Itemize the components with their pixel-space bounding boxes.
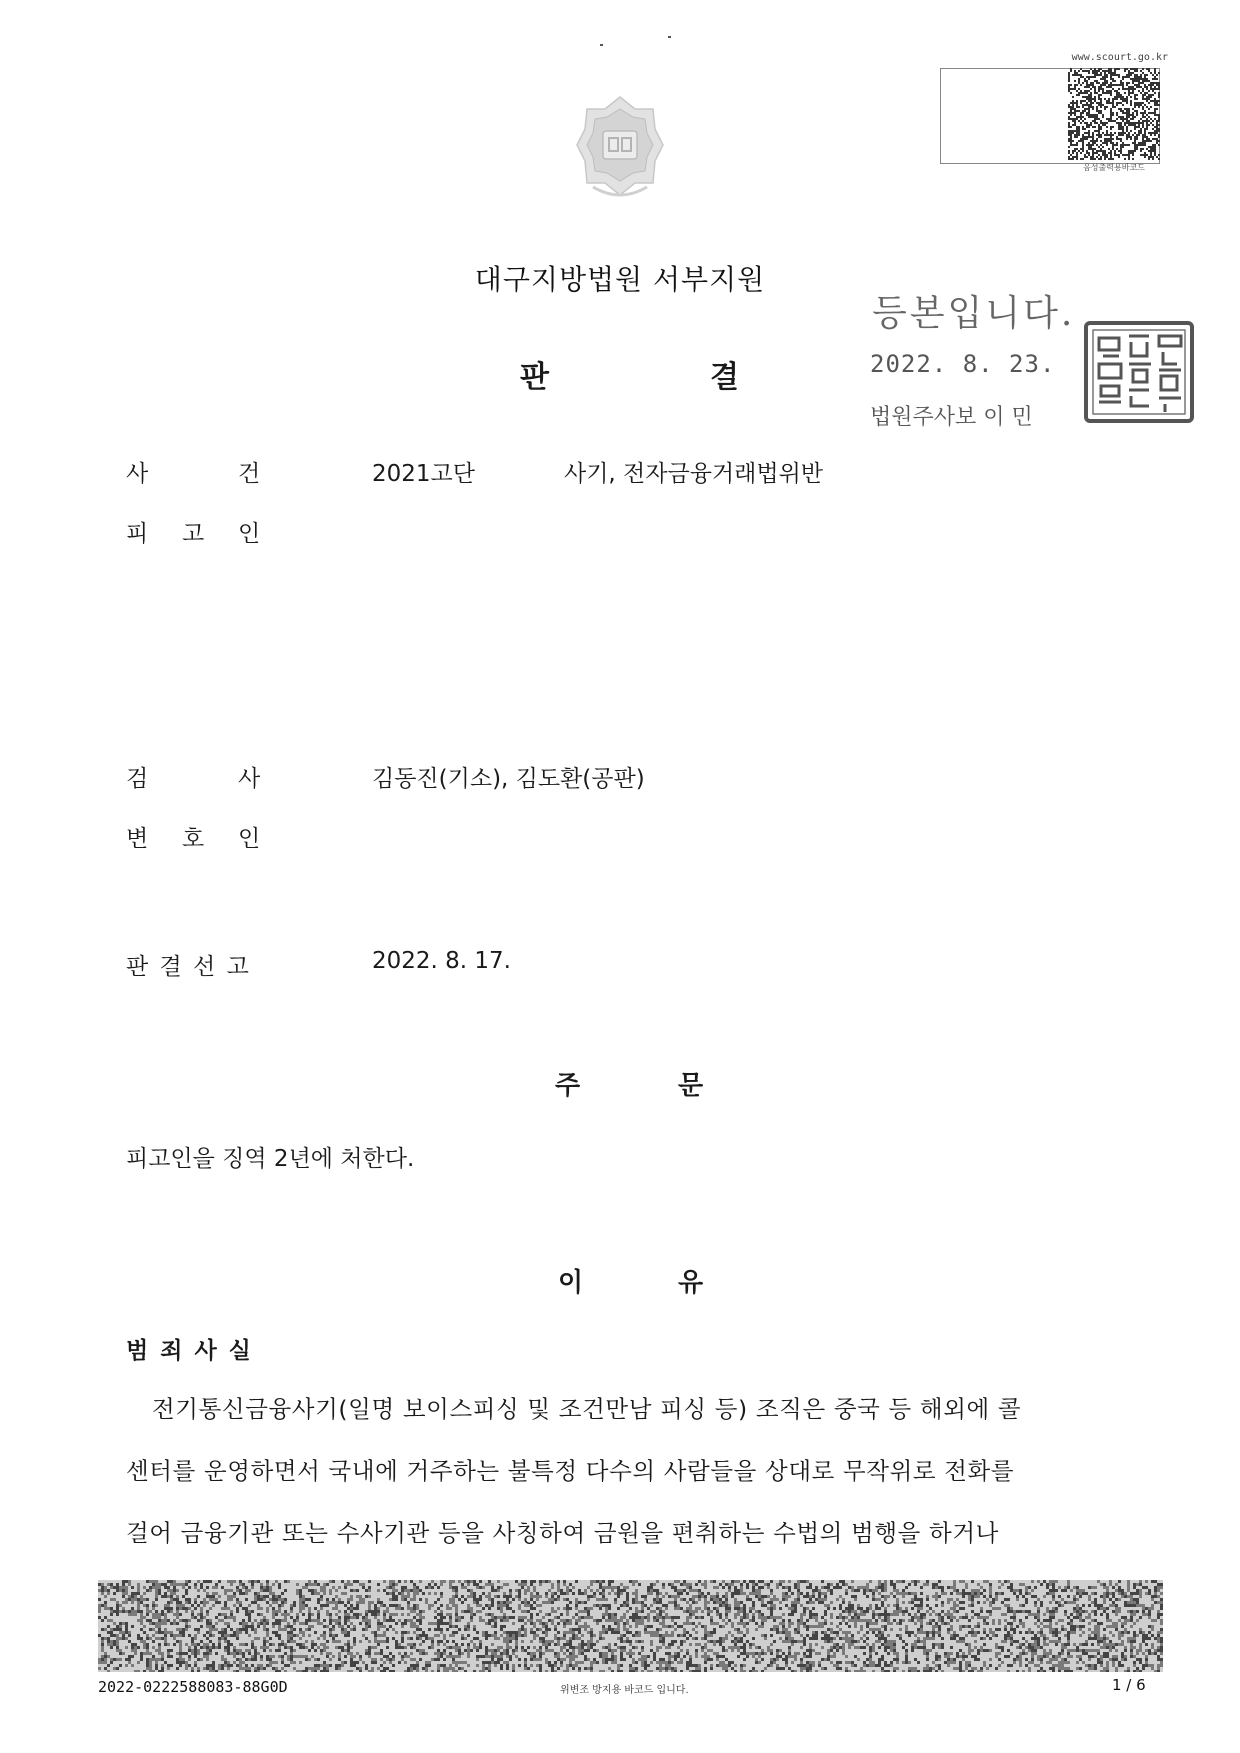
case-number: 2021고단: [372, 461, 475, 487]
defendant-label-char-2: 고: [182, 521, 205, 547]
judgment-date-label: 판 결 선 고: [126, 954, 251, 980]
paragraph-line-3: 걸어 금융기관 또는 수사기관 등을 사칭하여 금원을 편취하는 수법의 범행을 하거나: [126, 1519, 999, 1547]
qr-caption: 음성출력용바코드: [1083, 163, 1145, 172]
scan-mark: [600, 44, 603, 46]
scan-mark: [668, 36, 671, 38]
criminal-facts-subheading: 범 죄 사 실: [126, 1338, 253, 1364]
order-text: 피고인을 징역 2년에 처한다.: [126, 1146, 415, 1172]
court-emblem-icon: [575, 95, 665, 207]
document-title-part-2: 결: [710, 360, 739, 395]
judgment-date-value: 2022. 8. 17.: [372, 948, 511, 974]
case-label-char-2: 건: [238, 461, 261, 487]
court-seal-icon: [1083, 320, 1195, 424]
qr-url: www.scourt.go.kr: [1071, 52, 1168, 63]
prosecutor-label-char-1: 검: [126, 766, 149, 792]
prosecutor-label-char-2: 사: [238, 766, 261, 792]
prosecutor-value: 김동진(기소), 김도환(공판): [372, 766, 645, 792]
defendant-label-char-3: 인: [238, 521, 261, 547]
court-name: 대구지방법원 서부지원: [474, 263, 766, 296]
qr-code-icon: [1068, 68, 1160, 160]
defendant-label-char-1: 피: [126, 521, 149, 547]
order-heading-part-1: 주: [555, 1071, 581, 1101]
lawyer-label-char-2: 호: [182, 826, 205, 852]
order-heading-part-2: 문: [678, 1071, 704, 1101]
certification-date: 2022. 8. 23.: [870, 350, 1056, 378]
document-title-part-1: 판: [520, 360, 549, 395]
case-label-char-1: 사: [126, 461, 149, 487]
document-id: 2022-0222588083-88G0D: [98, 1678, 288, 1696]
page-number: 1 / 6: [1112, 1676, 1146, 1694]
certification-clerk: 법원주사보 이 민: [870, 405, 1033, 430]
paragraph-line-1: 전기통신금융사기(일명 보이스피싱 및 조건만남 피싱 등) 조직은 중국 등 해외에 콜: [152, 1395, 1022, 1423]
barcode-caption: 위변조 방지용 바코드 입니다.: [560, 1685, 689, 1696]
certified-copy-stamp: 등본입니다.: [872, 293, 1076, 334]
lawyer-label-char-3: 인: [238, 826, 261, 852]
security-barcode-icon: [98, 1580, 1163, 1672]
lawyer-label-char-1: 변: [126, 826, 149, 852]
reasons-heading-part-2: 유: [678, 1268, 704, 1298]
reasons-heading-part-1: 이: [558, 1268, 584, 1298]
case-name: 사기, 전자금융거래법위반: [564, 461, 824, 487]
paragraph-line-2: 센터를 운영하면서 국내에 거주하는 불특정 다수의 사람들을 상대로 무작위로 전화를: [126, 1457, 1015, 1485]
